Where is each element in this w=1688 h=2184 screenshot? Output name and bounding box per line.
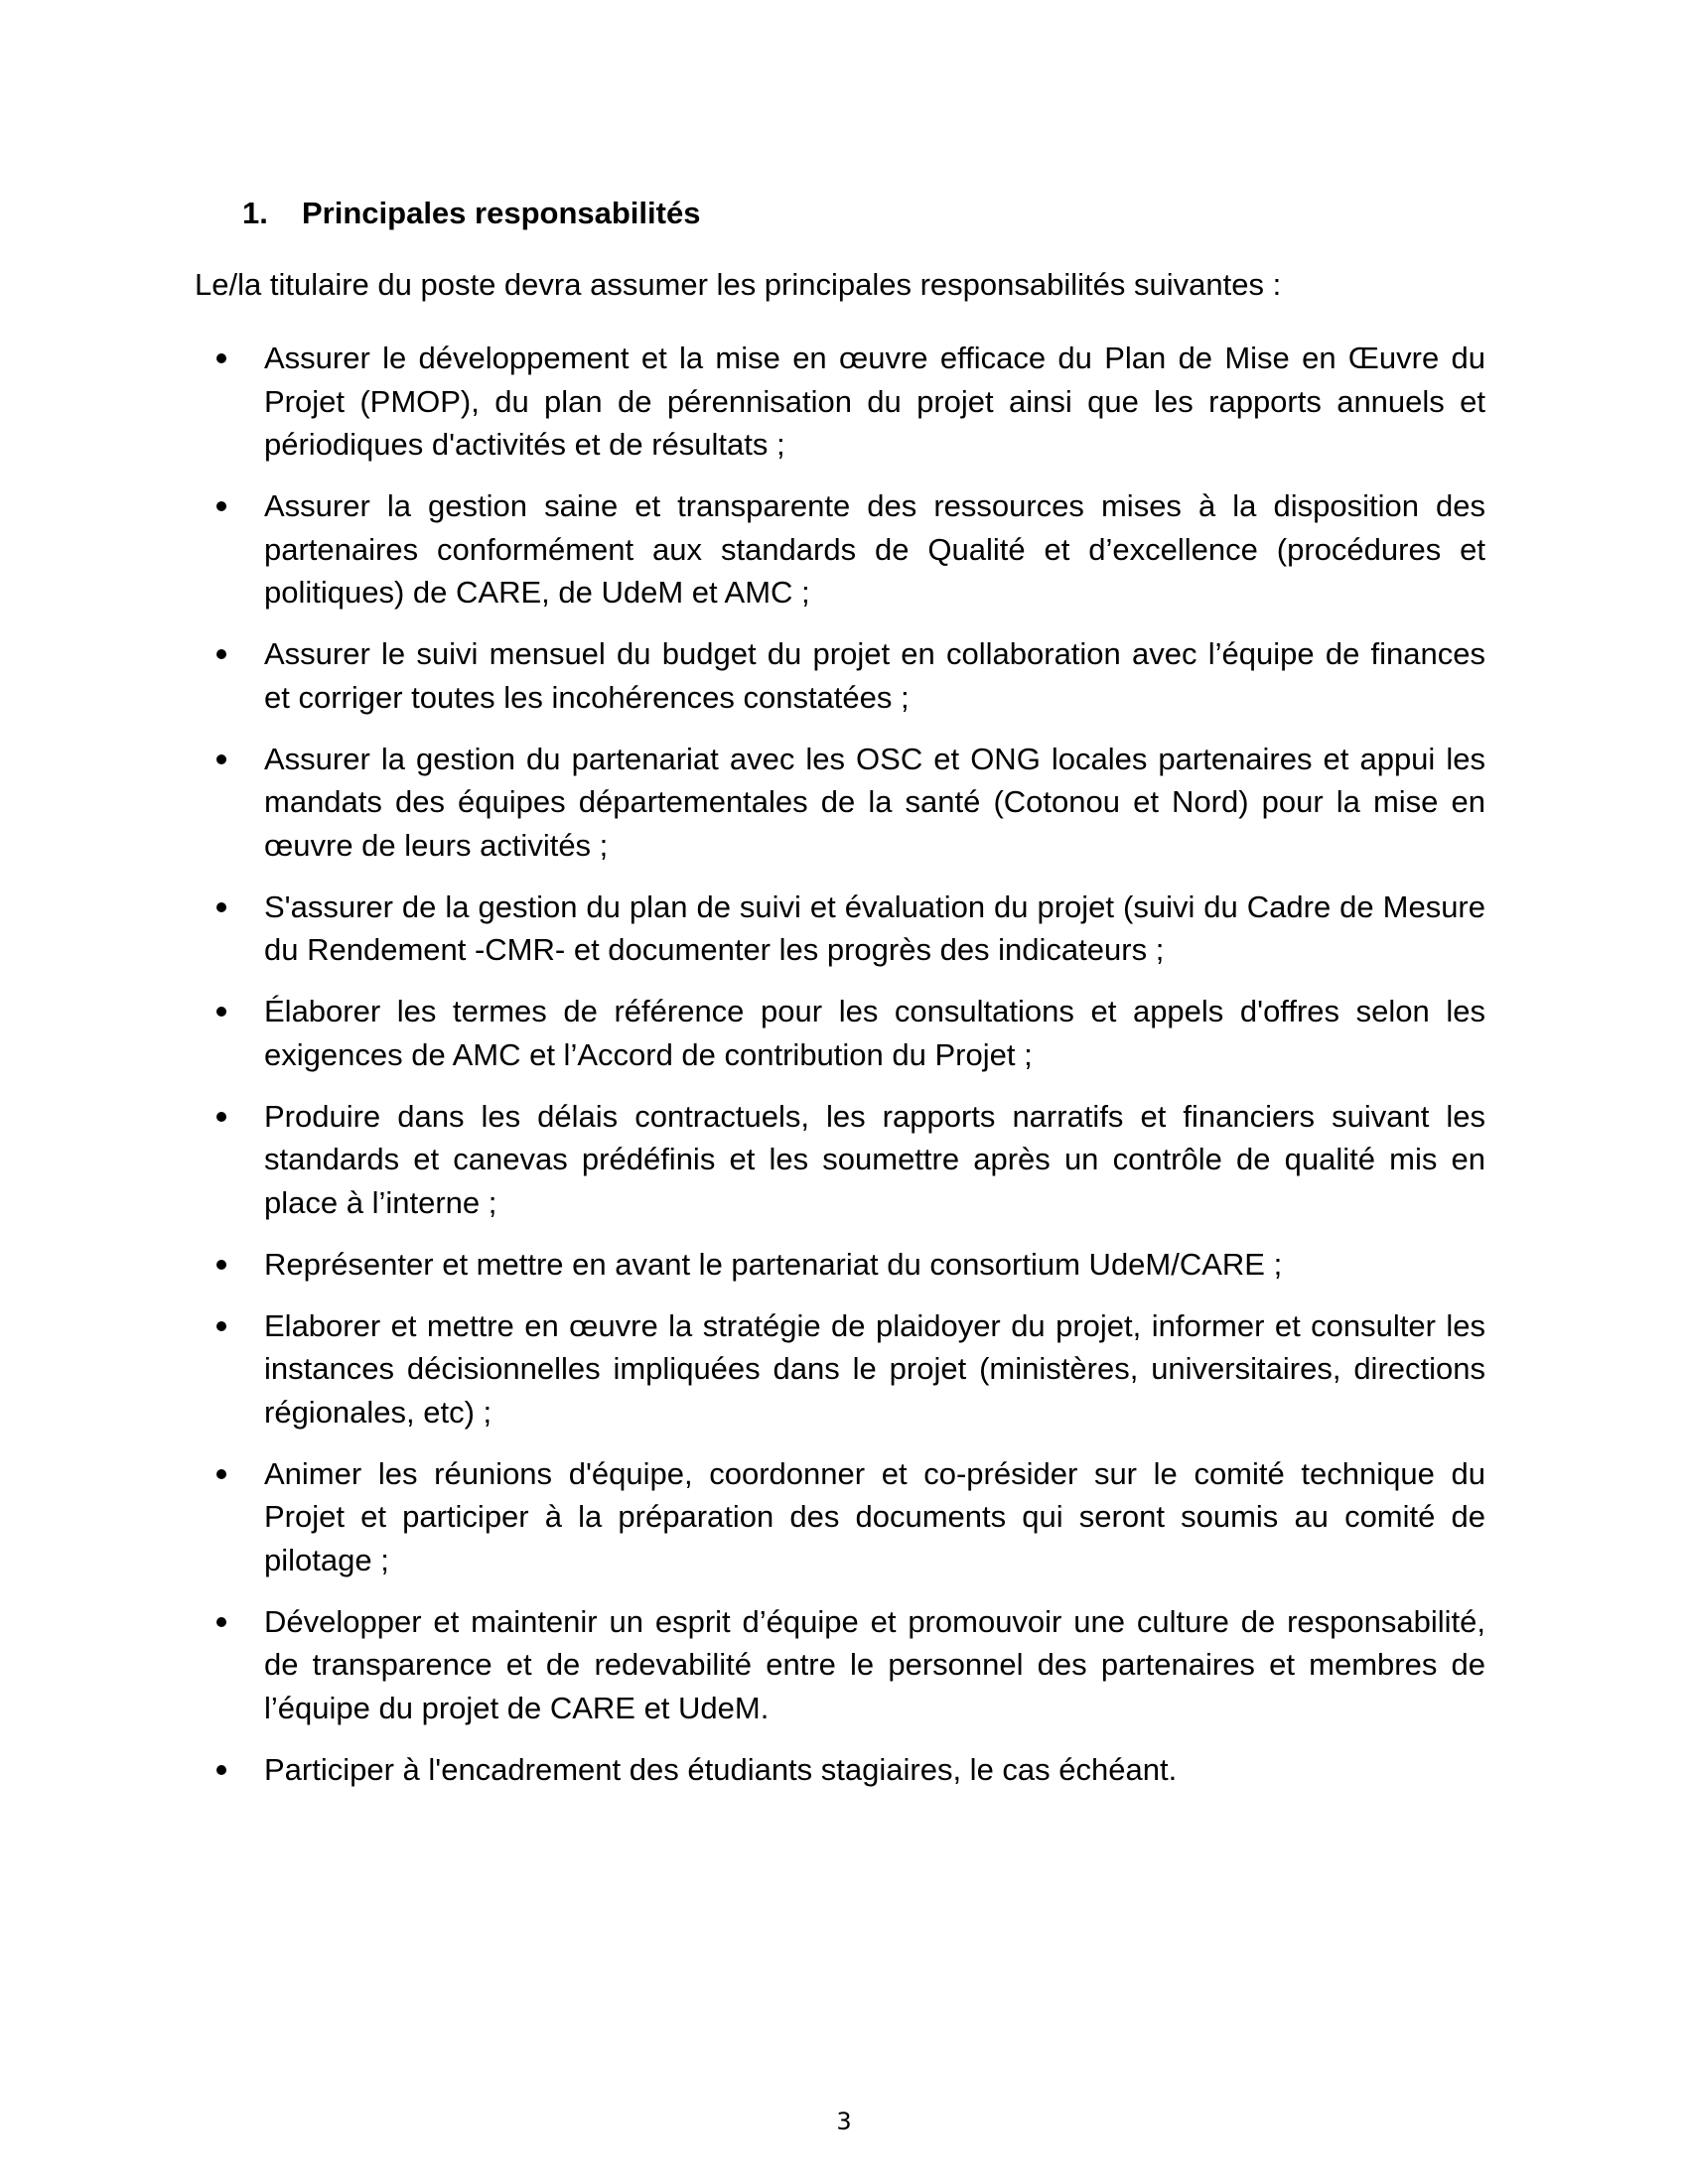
list-item-text: Assurer la gestion du partenariat avec les OSC et ONG locales partenaires et appui les mandats des équipes départementales de la santé (Cotonou et Nord) pour la mise en œuvre de leurs activités ; <box>264 741 1485 863</box>
list-item-text: S'assurer de la gestion du plan de suivi et évaluation du projet (suivi du Cadre de Mesure du Rendement -CMR- et documenter les progrès des indicateurs ; <box>264 888 1485 967</box>
intro-paragraph: Le/la titulaire du poste devra assumer les principales responsabilités suivantes : <box>195 267 1282 302</box>
section-number: 1. <box>242 196 268 230</box>
bullet-icon <box>216 754 226 764</box>
bullet-icon <box>216 353 226 363</box>
section-heading <box>242 192 700 235</box>
list-item <box>195 337 1485 467</box>
bullet-icon <box>216 1617 226 1627</box>
list-item <box>195 990 1485 1076</box>
list-item-text: Animer les réunions d'équipe, coordonner et co-présider sur le comité technique du Projet et participer à la préparation des documents qui seront soumis au comité de pilotage ; <box>264 1455 1485 1577</box>
list-item-text: Assurer la gestion saine et transparente des ressources mises à la disposition des partenaires conformément aux standards de Qualité et d’excellence (procédures et politiques) de CARE, de UdeM et AMC ; <box>264 488 1485 610</box>
list-item-text: Produire dans les délais contractuels, les rapports narratifs et financiers suivant les standards et canevas prédéfinis et les soumettre après un contrôle de qualité mis en place à l’interne ; <box>264 1098 1485 1220</box>
list-item <box>195 886 1485 972</box>
list-item <box>195 1452 1485 1582</box>
section-title: Principales responsabilités <box>302 196 701 230</box>
bullet-icon <box>216 1007 226 1017</box>
bullet-icon <box>216 649 226 659</box>
page-number: 3 <box>836 2108 852 2135</box>
bullet-icon <box>216 1260 226 1270</box>
list-item <box>195 1600 1485 1730</box>
responsibilities-list <box>195 337 1485 1810</box>
bullet-icon <box>216 1469 226 1479</box>
list-item-text: Assurer le développement et la mise en œuvre efficace du Plan de Mise en Œuvre du Projet (PMOP), du plan de pérennisation du projet ainsi que les rapports annuels et périodiques d'activités et de résultats ; <box>264 341 1485 462</box>
list-item <box>195 1748 1485 1792</box>
bullet-icon <box>216 501 226 511</box>
list-item <box>195 738 1485 868</box>
list-item-text: Participer à l'encadrement des étudiants stagiaires, le cas échéant. <box>264 1751 1178 1787</box>
list-item-text: Représenter et mettre en avant le partenariat du consortium UdeM/CARE ; <box>264 1246 1283 1282</box>
list-item <box>195 1243 1485 1287</box>
list-item <box>195 632 1485 719</box>
bullet-icon <box>216 1765 226 1775</box>
list-item <box>195 1095 1485 1225</box>
list-item <box>195 484 1485 614</box>
bullet-icon <box>216 1112 226 1122</box>
bullet-icon <box>216 1321 226 1331</box>
list-item-text: Développer et maintenir un esprit d’équipe et promouvoir une culture de responsabilité, de transparence et de redevabilité entre le personnel des partenaires et membres de l’équipe du projet de CARE et UdeM. <box>264 1603 1485 1725</box>
list-item <box>195 1304 1485 1434</box>
list-item-text: Elaborer et mettre en œuvre la stratégie de plaidoyer du projet, informer et consulter les instances décisionnelles impliquées dans le projet (ministères, universitaires, directions régionales, etc) ; <box>264 1307 1485 1430</box>
list-item-text: Élaborer les termes de référence pour les consultations et appels d'offres selon les exigences de AMC et l’Accord de contribution du Projet ; <box>264 994 1485 1072</box>
bullet-icon <box>216 902 226 912</box>
list-item-text: Assurer le suivi mensuel du budget du projet en collaboration avec l’équipe de finances et corriger toutes les incohérences constatées ; <box>264 636 1485 715</box>
